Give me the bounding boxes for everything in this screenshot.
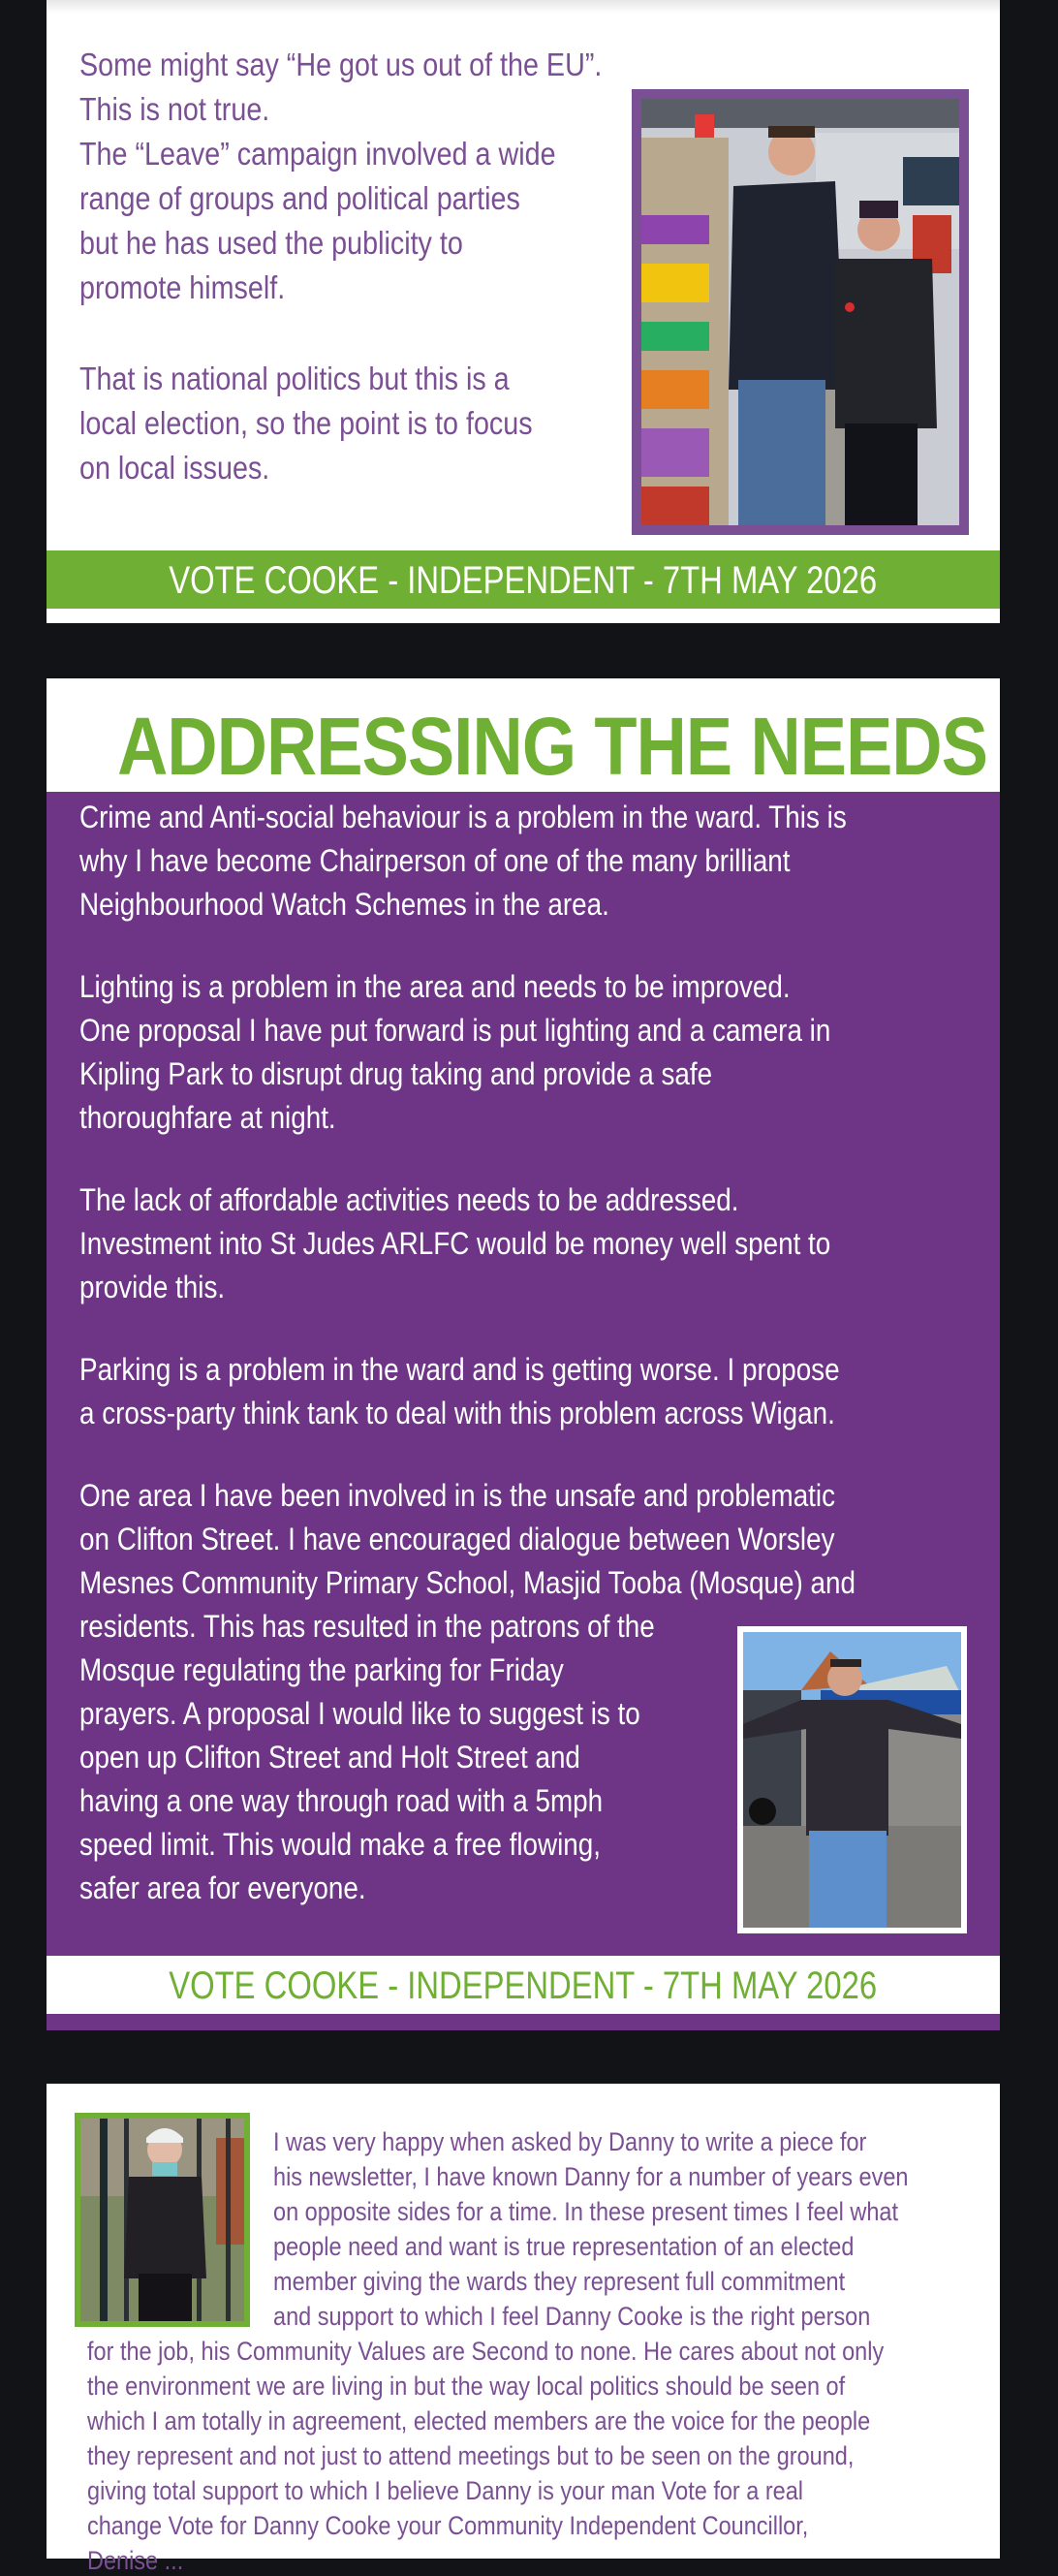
endorsement-line: which I am totally in agreement, elected members are the voice for the people — [87, 2406, 871, 2435]
needs-heading-wrap — [47, 678, 1000, 792]
card-top-shadow — [47, 0, 1000, 14]
arms-outstretched-image — [743, 1632, 961, 1928]
candidate-shop-photo — [632, 89, 969, 535]
needs-line: provide this. — [79, 1270, 226, 1304]
needs-line: speed limit. This would make a free flowing, — [79, 1827, 601, 1862]
vote-banner — [47, 550, 1000, 609]
endorsement-line: I was very happy when asked by Danny to write a piece for — [273, 2127, 867, 2156]
endorsement-line: on opposite sides for a time. In these present times I feel what — [273, 2197, 899, 2226]
needs-line: The lack of affordable activities needs to be addressed. — [79, 1182, 739, 1217]
needs-line: Mosque regulating the parking for Friday — [79, 1652, 564, 1687]
statement-line: but he has used the publicity to — [79, 225, 463, 261]
endorsement-line: for the job, his Community Values are Second to none. He cares about not only — [87, 2337, 885, 2366]
needs-line: One area I have been involved in is the unsafe and problematic — [79, 1478, 836, 1513]
statement-line: promote himself. — [79, 269, 286, 305]
needs-line: Kipling Park to disrupt drug taking and provide a safe — [79, 1056, 713, 1091]
banner-bottom-stripe — [47, 2014, 1000, 2030]
needs-line: thoroughfare at night. — [79, 1100, 336, 1135]
endorsement-line: member giving the wards they represent full commitment — [273, 2267, 846, 2296]
needs-line: safer area for everyone. — [79, 1870, 366, 1905]
statement-line: local election, so the point is to focus — [79, 405, 533, 441]
eu-statement-card — [47, 0, 1000, 623]
candidate-car-park-photo — [737, 1626, 967, 1933]
woman-by-railings-image — [80, 2119, 244, 2321]
needs-line: Parking is a problem in the ward and is getting worse. I propose — [79, 1352, 840, 1387]
needs-line: Neighbourhood Watch Schemes in the area. — [79, 887, 609, 922]
statement-line: That is national politics but this is a — [79, 361, 510, 396]
endorsement-line: and support to which I feel Danny Cooke is the right person — [273, 2302, 871, 2331]
endorsement-line: people need and want is true representation of an elected — [273, 2232, 855, 2261]
endorsement-line: they represent and not just to attend meetings but to be seen on the ground, — [87, 2441, 855, 2470]
needs-purple-panel — [47, 792, 1000, 2030]
needs-line: a cross-party think tank to deal with this problem across Wigan. — [79, 1396, 835, 1430]
needs-line: Crime and Anti-social behaviour is a problem in the ward. This is — [79, 800, 847, 834]
needs-line: why I have become Chairperson of one of the many brilliant — [79, 843, 791, 878]
needs-line: Investment into St Judes ARLFC would be money well spent to — [79, 1226, 831, 1261]
statement-line: This is not true. — [79, 91, 270, 127]
vote-banner — [47, 1956, 1000, 2014]
statement-line: on local issues. — [79, 450, 270, 486]
endorsement-line: change Vote for Danny Cooke your Community Independent Councillor, — [87, 2511, 809, 2540]
needs-line: One proposal I have put forward is put lighting and a camera in — [79, 1013, 831, 1048]
endorser-photo — [75, 2113, 250, 2327]
vote-banner-text: VOTE COOKE - INDEPENDENT - 7TH MAY 2026 — [169, 1964, 878, 2007]
endorsement-card — [47, 2084, 1000, 2575]
statement-line: range of groups and political parties — [79, 180, 520, 216]
needs-line: prayers. A proposal I would like to suggest is to — [79, 1696, 640, 1731]
needs-line: Mesnes Community Primary School, Masjid Tooba (Mosque) and — [79, 1565, 856, 1600]
needs-line: having a one way through road with a 5mph — [79, 1783, 604, 1818]
addressing-needs-card — [47, 678, 1000, 2030]
statement-line: The “Leave” campaign involved a wide — [79, 136, 556, 172]
needs-line: residents. This has resulted in the patrons of the — [79, 1609, 655, 1644]
shop-handshake-image — [641, 99, 959, 525]
needs-line: open up Clifton Street and Holt Street and — [79, 1740, 580, 1775]
needs-line: Lighting is a problem in the area and needs to be improved. — [79, 969, 791, 1004]
needs-heading: ADDRESSING THE NEEDS — [117, 701, 988, 792]
endorsement-line: giving total support to which I believe Danny is your man Vote for a real — [87, 2476, 804, 2505]
statement-line: Some might say “He got us out of the EU”. — [79, 47, 603, 82]
endorsement-line: the environment we are living in but the way local politics should be seen of — [87, 2372, 846, 2401]
vote-banner-text: VOTE COOKE - INDEPENDENT - 7TH MAY 2026 — [169, 559, 878, 602]
needs-line: on Clifton Street. I have encouraged dialogue between Worsley — [79, 1522, 835, 1556]
endorsement-line: his newsletter, I have known Danny for a number of years even — [273, 2162, 909, 2191]
endorsement-line: Denise ... — [87, 2546, 184, 2575]
